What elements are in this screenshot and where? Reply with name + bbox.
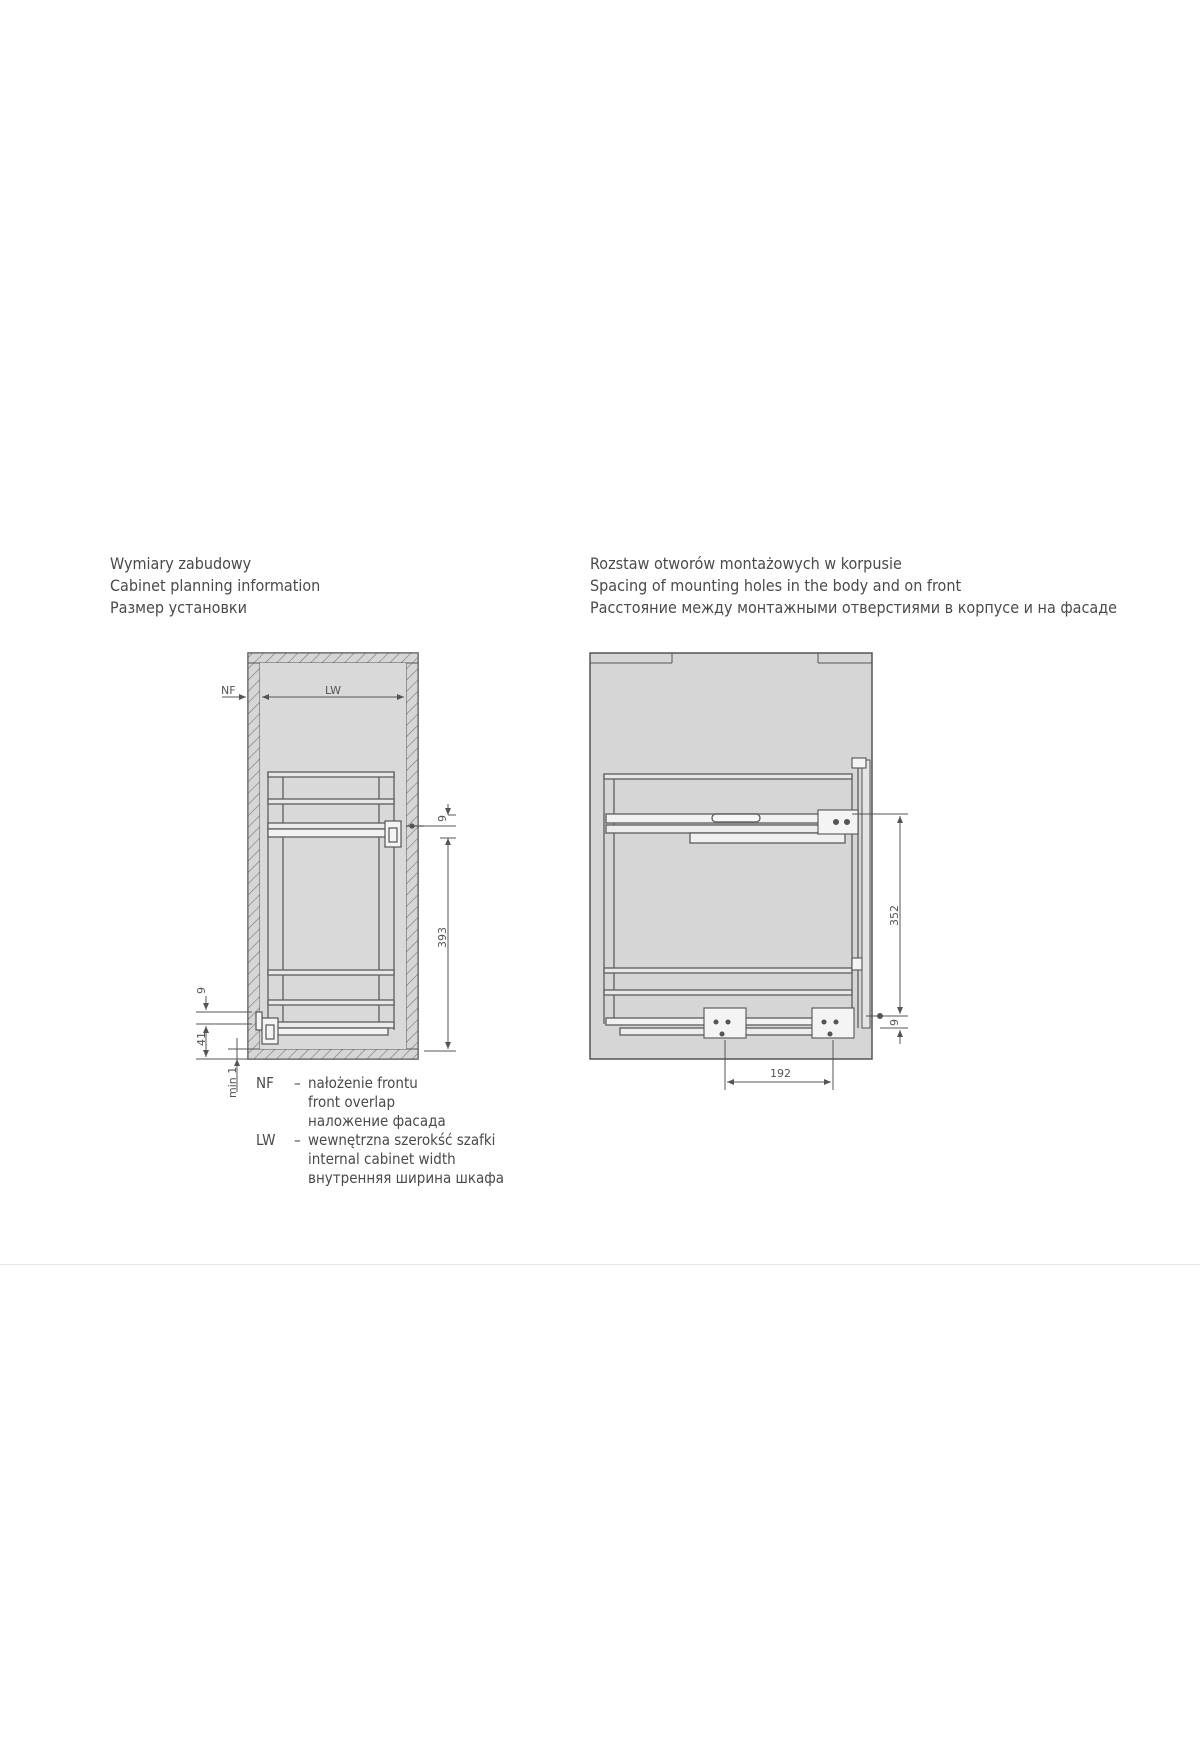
left-heading-pl: Wymiary zabudowy bbox=[110, 554, 252, 573]
legend-item-nf bbox=[256, 1074, 504, 1131]
left-cabinet-wall-left bbox=[248, 653, 260, 1059]
legend-item-lw bbox=[256, 1131, 504, 1188]
legend bbox=[256, 1074, 504, 1188]
legend-dash: – bbox=[294, 1074, 301, 1092]
right-cabinet-body bbox=[590, 653, 872, 1059]
legend-nf-en: front overlap bbox=[308, 1093, 396, 1111]
legend-lw-pl: wewnętrzna szerokść szafki bbox=[308, 1131, 496, 1149]
left-cabinet-wall-top bbox=[248, 653, 418, 663]
left-cabinet-diagram bbox=[195, 653, 456, 1098]
left-heading-ru: Размер установки bbox=[110, 598, 247, 617]
legend-dash: – bbox=[294, 1131, 301, 1149]
left-cabinet-wall-right bbox=[406, 653, 418, 1059]
right-heading-en: Spacing of mounting holes in the body and on front bbox=[590, 576, 962, 595]
legend-code-nf: NF bbox=[256, 1074, 274, 1092]
dim-9-top: 9 bbox=[436, 815, 449, 822]
legend-lw-ru: внутренняя ширина шкафа bbox=[308, 1169, 505, 1187]
right-cabinet-diagram bbox=[590, 653, 908, 1090]
left-cabinet-inner bbox=[260, 663, 406, 1049]
dim-9-bottom: 9 bbox=[195, 987, 208, 994]
dim-352: 352 bbox=[888, 905, 901, 926]
label-nf: NF bbox=[221, 684, 236, 697]
dim-41: 41 bbox=[195, 1032, 208, 1046]
dim-9-right: 9 bbox=[888, 1019, 901, 1026]
dim-192: 192 bbox=[770, 1067, 791, 1080]
right-heading-ru: Расстояние между монтажными отверстиями в корпусе и на фасаде bbox=[590, 598, 1118, 617]
right-heading-pl: Rozstaw otworów montażowych w korpusie bbox=[590, 554, 902, 573]
right-front-panel bbox=[862, 760, 870, 1028]
left-heading-en: Cabinet planning information bbox=[110, 576, 321, 595]
left-dimensions-bottom bbox=[195, 987, 252, 1098]
legend-nf-ru: наложение фасада bbox=[308, 1112, 446, 1130]
label-lw: LW bbox=[325, 684, 341, 697]
legend-nf-pl: nałożenie frontu bbox=[308, 1074, 418, 1092]
left-dimensions-right bbox=[424, 804, 456, 1051]
legend-lw-en: internal cabinet width bbox=[308, 1150, 456, 1168]
legend-code-lw: LW bbox=[256, 1131, 276, 1149]
dim-min1: min 1 bbox=[226, 1066, 239, 1098]
dim-393: 393 bbox=[436, 927, 449, 948]
left-cabinet-wall-bottom bbox=[248, 1049, 418, 1059]
page-divider bbox=[0, 1264, 1200, 1265]
